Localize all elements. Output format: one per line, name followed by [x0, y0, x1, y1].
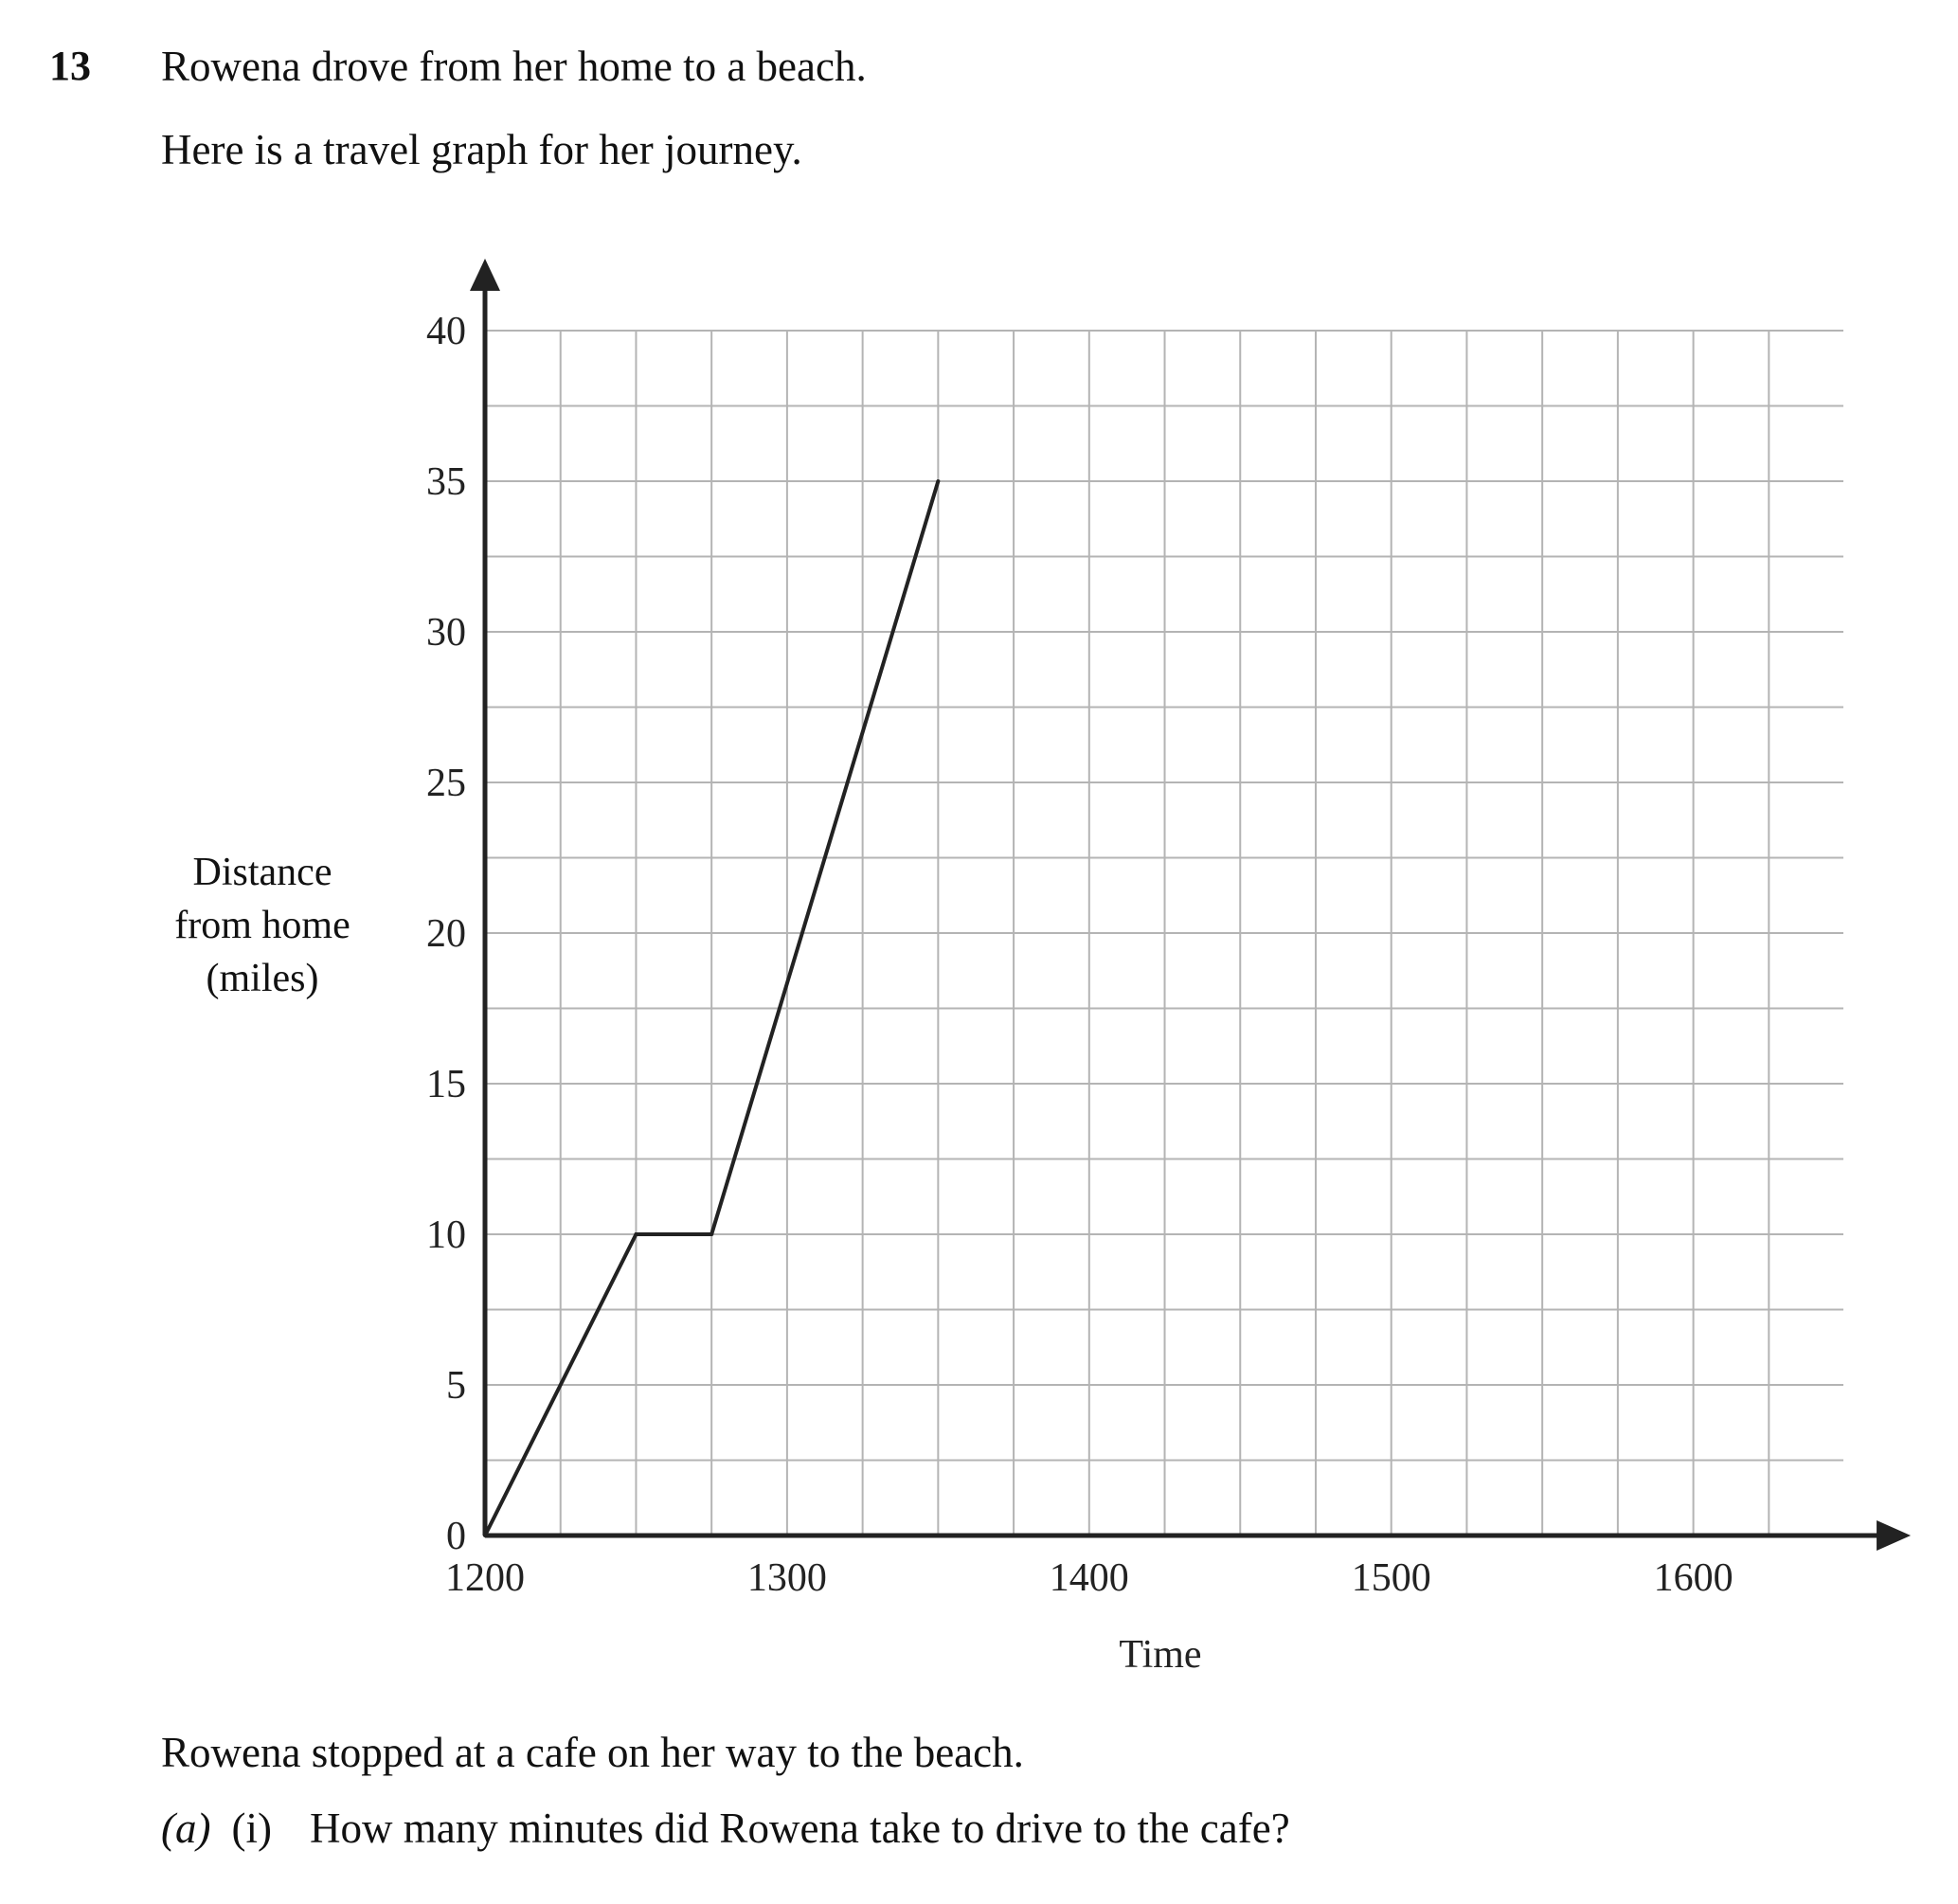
- y-tick-label: 5: [446, 1364, 466, 1408]
- x-axis-arrow-icon: [1877, 1520, 1911, 1551]
- graph-intro: Here is a travel graph for her journey.: [161, 126, 802, 173]
- question-number: 13: [49, 43, 91, 89]
- grid-lines: [485, 331, 1843, 1536]
- y-axis-label-line-3: (miles): [206, 957, 319, 1000]
- x-tick-label: 1200: [445, 1556, 525, 1600]
- cafe-statement: Rowena stopped at a cafe on her way to the beach.: [161, 1729, 1024, 1776]
- x-tick-label: 1400: [1049, 1556, 1129, 1600]
- y-tick-label: 40: [426, 310, 466, 353]
- x-tick-label: 1300: [746, 1556, 827, 1600]
- part-a-label: (a): [161, 1805, 211, 1852]
- y-tick-label: 0: [446, 1515, 466, 1558]
- x-tick-label: 1600: [1653, 1556, 1733, 1600]
- axes: [470, 259, 1911, 1551]
- y-tick-label: 15: [426, 1063, 466, 1106]
- y-tick-label: 30: [426, 611, 466, 655]
- part-a-question: [161, 1800, 1290, 1857]
- y-axis-label-line-2: from home: [174, 904, 350, 947]
- part-a-text: How many minutes did Rowena take to drive to the cafe?: [309, 1805, 1290, 1852]
- y-tick-label: 25: [426, 762, 466, 805]
- y-axis-arrow-icon: [470, 259, 500, 291]
- y-tick-label: 35: [426, 460, 466, 504]
- y-axis-label-line-1: Distance: [192, 851, 332, 894]
- question-intro: Rowena drove from her home to a beach.: [161, 43, 867, 90]
- x-axis-label: Time: [1119, 1633, 1202, 1677]
- x-tick-label: 1500: [1351, 1556, 1431, 1600]
- tick-labels: [426, 310, 1733, 1600]
- y-tick-label: 10: [426, 1213, 466, 1257]
- y-tick-label: 20: [426, 912, 466, 956]
- part-a-sub-label: (i): [231, 1805, 272, 1852]
